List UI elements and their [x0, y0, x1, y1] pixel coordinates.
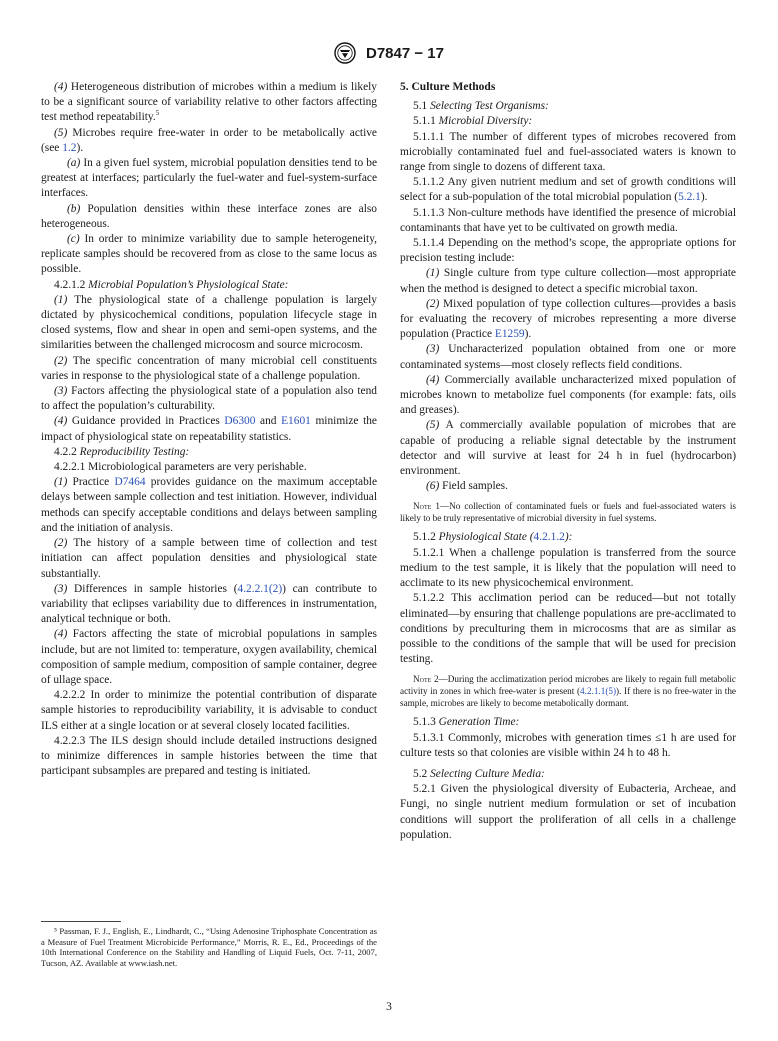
designation: D7847 − 17 [366, 44, 444, 62]
paragraph: (1) Practice D7464 provides guidance on the maximum acceptable delays between sample collection and test initiation. However, individual methods can specify acceptable conditions and delays between sampling and the initiation of analysis. [41, 476, 377, 534]
list-item: (2) Mixed population of type collection cultures—provides a basis for evaluating the recovery of microbes representing a more diverse population (Practice E1259). [400, 297, 736, 341]
ref-link[interactable]: 5.2.1 [678, 191, 701, 204]
footnote-rule [41, 921, 121, 922]
paragraph: 5.1.2.2 This acclimation period can be reduced—but not totally eliminated—by ensuring that challenge populations are pre-acclimated to conditions by preculturing them in microcosms that are as similar as possible to the conditions of the sample that will be used for precision testing. [400, 592, 736, 666]
paragraph: 5.1.2.1 When a challenge population is transferred from the source medium to the test sample, it is likely that the population will need to acclimate to its new physicochemical environment. [400, 546, 736, 590]
paragraph: 5.1.1.4 Depending on the method’s scope, the appropriate options for precision testing include: [400, 237, 736, 265]
paragraph: 5.1.1.1 The number of different types of microbes recovered from microbially contaminated fuel and fuel-associated waters is known to range from single to dozens of different taxa. [400, 130, 736, 174]
footnote-text: ⁵ Passman, F. J., English, E., Lindhardt, C., “Using Adenosine Triphosphate Concentration as a Measure of Fuel Treatment Microbicide Performance,” Morris, R. E., Ed., Proceedings of the 10th International Conference on the Stability and Handling of Liquid Fuels, Oct. 7-11, 2007, Tucson, AZ. Available at www.iash.net. [41, 926, 377, 968]
paragraph: (c) In order to minimize variability due to sample heterogeneity, replicate samples should be recovered from as close to the same locus as possible. [41, 233, 377, 276]
paragraph: (b) Population densities within these interface zones are also heterogeneous. [41, 202, 377, 230]
paragraph: 4.2.2.2 In order to minimize the potential contribution of disparate sample histories to reproducibility variability, it is advisable to conduct ILS either at a single location or at several closely located facilities. [41, 689, 377, 732]
paragraph: 5.1.3.1 Commonly, microbes with generation times ≤1 h are used for culture tests so that colonies are visible within 24 h to 48 h. [400, 731, 736, 759]
list-item: (1) Single culture from type culture collection—most appropriate when the method is designed to detect a specific microbial taxon. [400, 267, 736, 295]
note: Note 1—No collection of contaminated fuels or fuels and fuel-associated waters is likely to be truly representative of microbial diversity in fuel systems. [400, 501, 736, 524]
paragraph: 4.2.2.3 The ILS design should include detailed instructions designed to minimize differences in sample histories between the time that participant subsamples are prepared and testing is initiated. [41, 734, 377, 778]
note: Note 2—During the acclimatization period microbes are likely to regain full metabolic activity in zones in which free-water is present (4.2.1.1(5)). If there is no free-water in the sample, microbes are likely to become metabolically dormant. [400, 674, 736, 709]
subsection-heading: 4.2.2 Reproducibility Testing: [54, 445, 190, 458]
paragraph: (a) In a given fuel system, microbial population densities tend to be greatest at interfaces; particularly the fuel-water and fuel-system-surface interfaces. [41, 157, 377, 200]
paragraph: 5.1.1.2 Any given nutrient medium and set of growth conditions will select for a sub-population of the total microbial population (5.2.1). [400, 176, 736, 204]
paragraph: (4) Guidance provided in Practices D6300 and E1601 minimize the impact of physiological state on repeatability statistics. [41, 415, 377, 443]
ref-link[interactable]: E1601 [281, 415, 311, 428]
right-column [400, 80, 736, 843]
paragraph: 5.1.1.3 Non-culture methods have identified the presence of microbial contaminants that have yet to be cultivated on growth media. [400, 206, 736, 234]
paragraph: (3) Factors affecting the physiological state of a population also tend to affect the population’s culturability. [41, 385, 377, 413]
list-item: (5) A commercially available population of microbes that are capable of producing a reliable signal detectable by the instrument detector and will survive at least for 24 h in fuel (hydrocarbon) environment. [400, 419, 736, 478]
subsection-heading: 5.1.3 Generation Time: [413, 716, 520, 729]
section-heading: 5. Culture Methods [400, 81, 496, 93]
paragraph: (2) The history of a sample between time of collection and test initiation can affect population densities and physiological state substantially. [41, 537, 377, 580]
subsection-heading: 5.2 Selecting Culture Media: [413, 767, 545, 780]
paragraph: (1) The physiological state of a challenge population is largely dictated by physicochemical conditions, population lifecycle stage in closed systems, flow and shear in open and semi-open systems, and the similarities between the challenged microcosm and source microcosm. [41, 293, 377, 352]
left-column [41, 80, 377, 779]
subsection-heading: 5.1 Selecting Test Organisms: [413, 100, 549, 113]
paragraph: (2) The specific concentration of many microbial cell constituents varies in response to the physiological state of a challenge population. [41, 354, 377, 382]
ref-link[interactable]: E1259 [494, 328, 525, 341]
list-item: (3) Uncharacterized population obtained from one or more contaminated systems—most closely reflects field conditions. [400, 343, 736, 371]
ref-link[interactable]: 4.2.2.1(2) [237, 582, 283, 595]
paragraph: 4.2.2.1 Microbiological parameters are very perishable. [54, 461, 307, 474]
subsection-heading: 5.1.1 Microbial Diversity: [413, 115, 533, 128]
paragraph: (4) Heterogeneous distribution of microbes within a medium is likely to be a significant source of variability relative to other factors affecting test method repeatability.$^5$ [41, 81, 377, 124]
ref-link[interactable]: 4.2.1.2 [533, 531, 565, 544]
page-header [0, 42, 778, 64]
paragraph: 5.2.1 Given the physiological diversity of Eubacteria, Archeae, and Fungi, no single nutrient medium formulation or set of incubation conditions will support the proliferation of all cells in a challenge population. [400, 783, 736, 841]
paragraph: (5) Microbes require free-water in order to be metabolically active (see 1.2). [41, 126, 377, 154]
paragraph: (3) Differences in sample histories (4.2.2.1(2)) can contribute to variability that eclipses variability due to differences in instrumentation, analytical technique or both. [41, 582, 378, 626]
ref-link[interactable]: D6300 [224, 415, 256, 428]
ref-link[interactable]: 1.2 [62, 141, 77, 154]
list-item: (6) Field samples. [426, 480, 508, 493]
page-number: 3 [386, 1001, 392, 1013]
footnote [41, 926, 377, 968]
subsection-heading: 4.2.1.2 Microbial Population’s Physiological State: [54, 278, 289, 291]
paragraph: (4) Factors affecting the state of microbial populations in samples include, but are not limited to: temperature, oxygen availability, chemical composition of sample medium, composition of sample container, degree of ullage space. [41, 628, 377, 686]
astm-logo-icon [334, 42, 356, 64]
subsection-heading: 5.1.2 Physiological State (4.2.1.2): [413, 531, 573, 544]
ref-link[interactable]: 4.2.1.1(5) [580, 686, 617, 697]
list-item: (4) Commercially available uncharacterized mixed population of microbes known to metabolize fuel components (for example: fats, oils and greases). [400, 373, 736, 417]
ref-link[interactable]: D7464 [114, 476, 146, 489]
